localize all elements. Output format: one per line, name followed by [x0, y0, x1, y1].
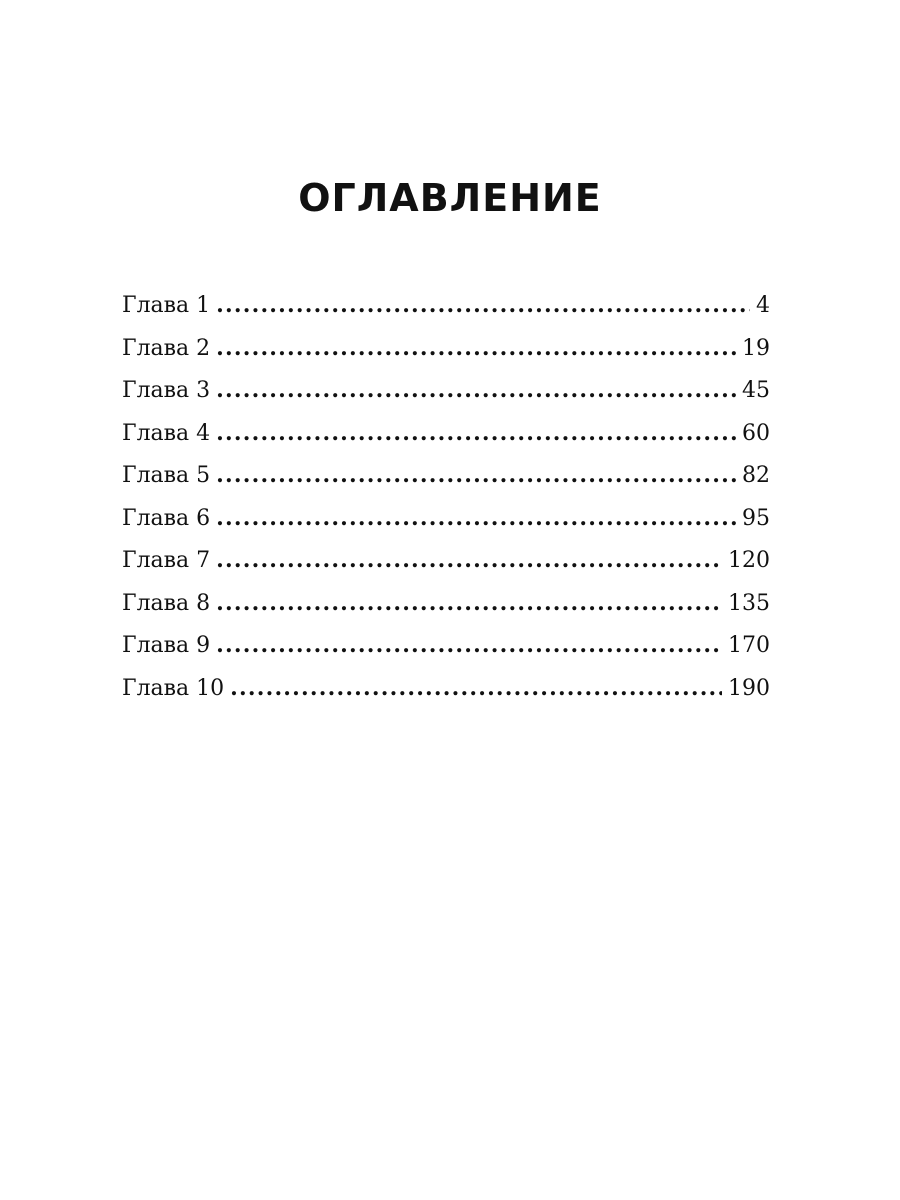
toc-entry [122, 667, 770, 710]
toc-entry-page: 120 [728, 548, 770, 573]
toc-entry [122, 497, 770, 540]
toc-entry-label: Глава 5 [122, 463, 211, 488]
toc-entry-label: Глава 9 [122, 633, 211, 658]
toc-entry-page: 190 [728, 675, 770, 701]
dot-leader [216, 582, 722, 625]
dot-leader [216, 497, 736, 540]
toc-entry-page: 19 [742, 335, 770, 361]
dot-leader [216, 327, 736, 370]
toc-entry [122, 539, 770, 582]
toc-entry-label: Глава 1 [122, 293, 211, 318]
toc-entry-label: Глава 3 [122, 378, 211, 403]
toc-entry [122, 454, 770, 497]
toc-entry-page: 82 [742, 463, 770, 488]
dot-leader [216, 369, 736, 412]
toc-entry [122, 412, 770, 455]
toc-entry-label: Глава 10 [122, 675, 225, 701]
toc-entry-page: 60 [742, 420, 770, 446]
toc-entry-page: 170 [728, 633, 770, 658]
dot-leader [216, 624, 722, 667]
toc-entry [122, 284, 770, 327]
dot-leader [216, 412, 736, 455]
dot-leader [230, 667, 722, 710]
toc-entry-label: Глава 4 [122, 420, 211, 446]
toc-entry-page: 95 [742, 505, 770, 531]
toc-entry [122, 624, 770, 667]
toc-entry-label: Глава 6 [122, 505, 211, 531]
toc-entry-label: Глава 8 [122, 590, 211, 616]
toc-entry [122, 582, 770, 625]
toc-entry-page: 135 [728, 590, 770, 616]
toc-entry-label: Глава 7 [122, 548, 211, 573]
toc-entry [122, 327, 770, 370]
toc-entry-label: Глава 2 [122, 335, 211, 361]
dot-leader [216, 284, 750, 327]
dot-leader [216, 454, 736, 497]
toc-entry-page: 45 [742, 378, 770, 403]
toc-entry-page: 4 [756, 293, 770, 318]
toc-title: ОГЛАВЛЕНИЕ [298, 176, 602, 220]
toc-list [122, 284, 770, 709]
toc-entry [122, 369, 770, 412]
dot-leader [216, 539, 722, 582]
